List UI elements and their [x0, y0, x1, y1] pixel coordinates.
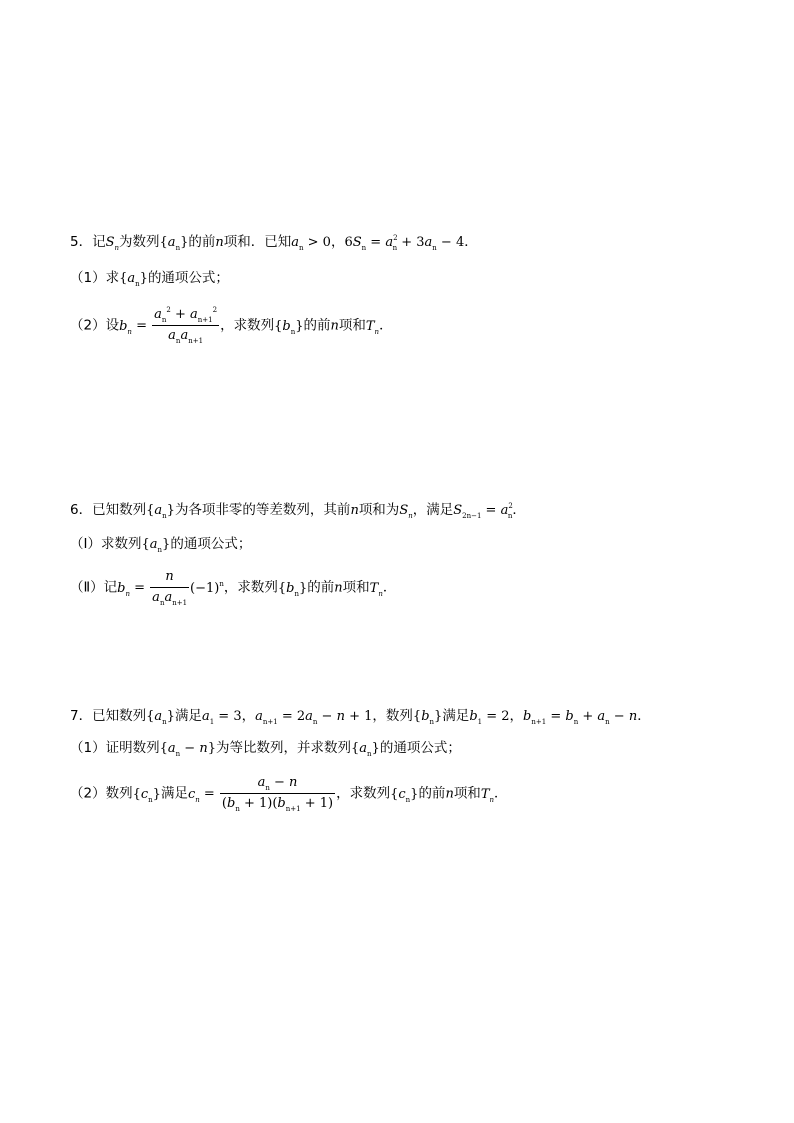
part-label: （1）	[70, 740, 106, 756]
fraction-c-n: $\frac{a_n - n}{(b_n + 1)(b_{n+1} + 1)}$	[221, 775, 334, 813]
math-seq-a-n: $\{a_n\}$	[159, 235, 189, 252]
problem-5-part-1: （1）求$\{a_n\}$的通项公式；	[70, 270, 229, 288]
math-S-n: $S_n$	[105, 235, 120, 252]
problem-5-part-2: （2）设$b_n$ = $\frac{a_n^2 + a_{n+1}^2}{a_na_{n+1}}$ ，求数列$\{b_n\}$的前n项和$T_n$．	[70, 306, 393, 345]
problem-6-stem: 6．已知数列$\{a_n\}$为各项非零的等差数列，其前n项和为$S_n$，满足$S_{2n-1} = a^2_n$．	[70, 502, 526, 520]
problem-7-stem: 7．已知数列$\{a_n\}$满足$a_1 = 3$，$a_{n+1} = 2a_n - n + 1$，数列$\{b_n\}$满足$b_1 = 2$，$b_{n+1} = b_n + a_n - n$．	[70, 708, 651, 726]
problem-7-part-1: （1）证明数列$\{a_n - n\}$为等比数列，并求数列$\{a_n\}$的通项公式；	[70, 740, 461, 758]
fraction-b-n: $\frac{a_n^2 + a_{n+1}^2}{a_na_{n+1}}$	[154, 306, 218, 345]
part-label: （2）	[70, 785, 106, 802]
part-label: （1）	[70, 270, 106, 286]
part-label: （Ⅰ）	[70, 536, 101, 552]
math-an-positive: $a_n > 0$	[291, 235, 331, 252]
problem-6-part-1: （Ⅰ）求数列$\{a_n\}$的通项公式；	[70, 536, 252, 554]
problem-number: 5．	[70, 234, 93, 250]
fraction-b-n: $\frac{n}{a_na_{n+1}}$	[152, 569, 188, 607]
math-recurrence: $6S_n = a^2_n + 3a_n - 4$	[344, 234, 465, 252]
problem-number: 6．	[70, 502, 93, 518]
problem-number: 7．	[70, 708, 93, 724]
part-label: （Ⅱ）	[70, 579, 104, 596]
problem-5-stem: 5．记$S_n$为数列$\{a_n\}$的前n项和．已知$a_n > 0$，$6S_n = a^2_n + 3a_n - 4$．	[70, 234, 478, 252]
part-label: （2）	[70, 317, 106, 334]
problem-7-part-2: （2）数列$\{c_n\}$满足$c_n$ = $\frac{a_n - n}{(b_n + 1)(b_{n+1} + 1)}$ ，求数列$\{c_n\}$的前n项和$T_n$．	[70, 775, 508, 813]
math-condition: $S_{2n-1} = a^2_n$	[453, 502, 513, 520]
problem-6-part-2: （Ⅱ）记$b_n$ = $\frac{n}{a_na_{n+1}}$ $(-1)^n$，求数列$\{b_n\}$的前n项和$T_n$．	[70, 569, 397, 607]
